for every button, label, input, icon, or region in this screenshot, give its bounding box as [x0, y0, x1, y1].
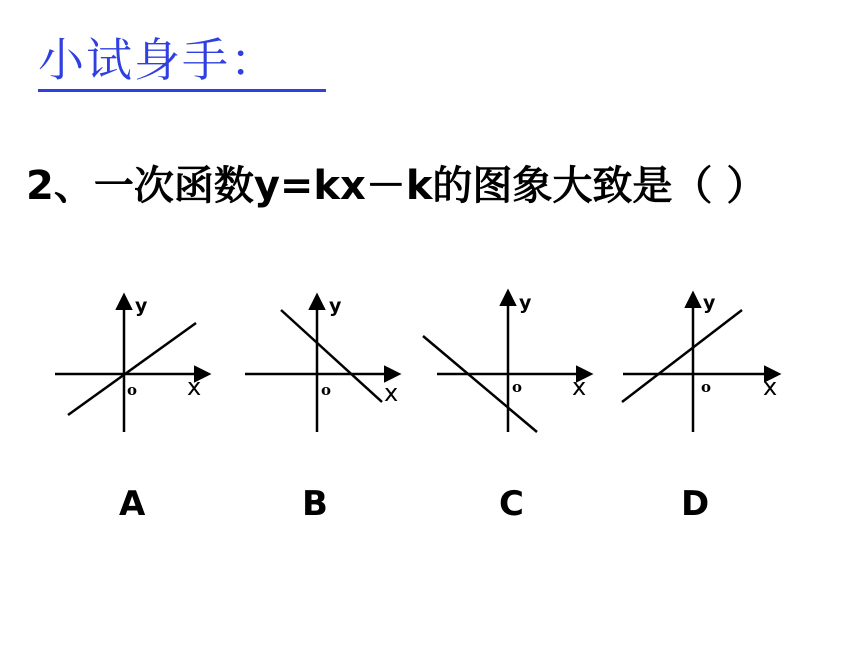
graph-a-function-line [68, 323, 196, 415]
graph-b-function-line [281, 310, 382, 402]
graph-a-y-label: y [135, 295, 148, 317]
choice-label-a: A [119, 484, 146, 524]
graph-d-function-line [622, 310, 742, 402]
graph-a-origin-label: o [127, 381, 138, 399]
graph-b [245, 295, 398, 432]
slide-title: 小试身手： [38, 33, 278, 87]
graph-c-y-label: y [519, 292, 532, 314]
graph-c [423, 292, 590, 432]
question-text: 2、一次函数y=kx－k的图象大致是（ ） [26, 163, 767, 209]
graph-b-y-label: y [329, 295, 342, 317]
graph-c-origin-label: o [512, 378, 523, 396]
graph-b-x-label: x [384, 379, 399, 407]
graph-d [622, 292, 778, 432]
graph-a-x-label: x [187, 373, 202, 401]
graph-d-y-label: y [703, 292, 716, 314]
graph-d-origin-label: o [701, 378, 712, 396]
choice-label-c: C [499, 484, 524, 524]
graph-d-x-label: x [763, 373, 778, 401]
graph-c-x-label: x [572, 373, 587, 401]
graph-a [55, 295, 208, 432]
graph-b-origin-label: o [321, 381, 332, 399]
choice-label-d: D [681, 484, 710, 524]
choice-label-b: B [302, 484, 328, 524]
